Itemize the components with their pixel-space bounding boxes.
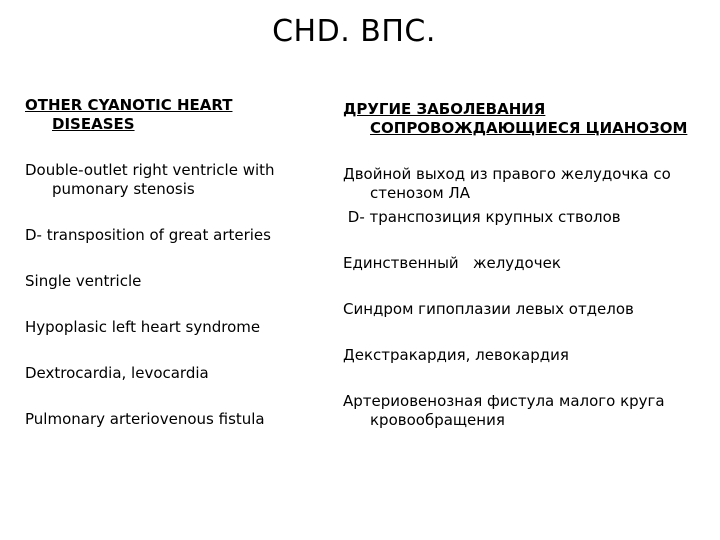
- english-item: Dextrocardia, levocardia: [25, 364, 209, 382]
- russian-heading: ДРУГИЕ ЗАБОЛЕВАНИЯ СОПРОВОЖДАЮЩИЕСЯ ЦИАНОЗОМ: [343, 100, 688, 137]
- russian-column: [343, 100, 713, 430]
- english-item: Double-outlet right ventricle with pumonary stenosis: [25, 161, 275, 198]
- english-heading: OTHER CYANOTIC HEART DISEASES: [25, 96, 233, 133]
- english-item: Single ventricle: [25, 272, 142, 290]
- russian-item: D- транспозиция крупных стволов: [343, 208, 621, 226]
- english-column: [25, 96, 315, 429]
- english-item: Pulmonary arteriovenous fistula: [25, 410, 265, 428]
- russian-item: Единственный желудочек: [343, 254, 561, 272]
- english-item: Hypoplasic left heart syndrome: [25, 318, 261, 336]
- russian-item: Декстракардия, левокардия: [343, 346, 569, 364]
- russian-item: Артериовенозная фистула малого круга кровообращения: [343, 392, 665, 429]
- russian-item: Двойной выход из правого желудочка со стенозом ЛА: [343, 165, 671, 202]
- english-item: D- transposition of great arteries: [25, 226, 271, 244]
- russian-item: Синдром гипоплазии левых отделов: [343, 300, 634, 318]
- slide-title: CHD. ВПС.: [272, 14, 436, 49]
